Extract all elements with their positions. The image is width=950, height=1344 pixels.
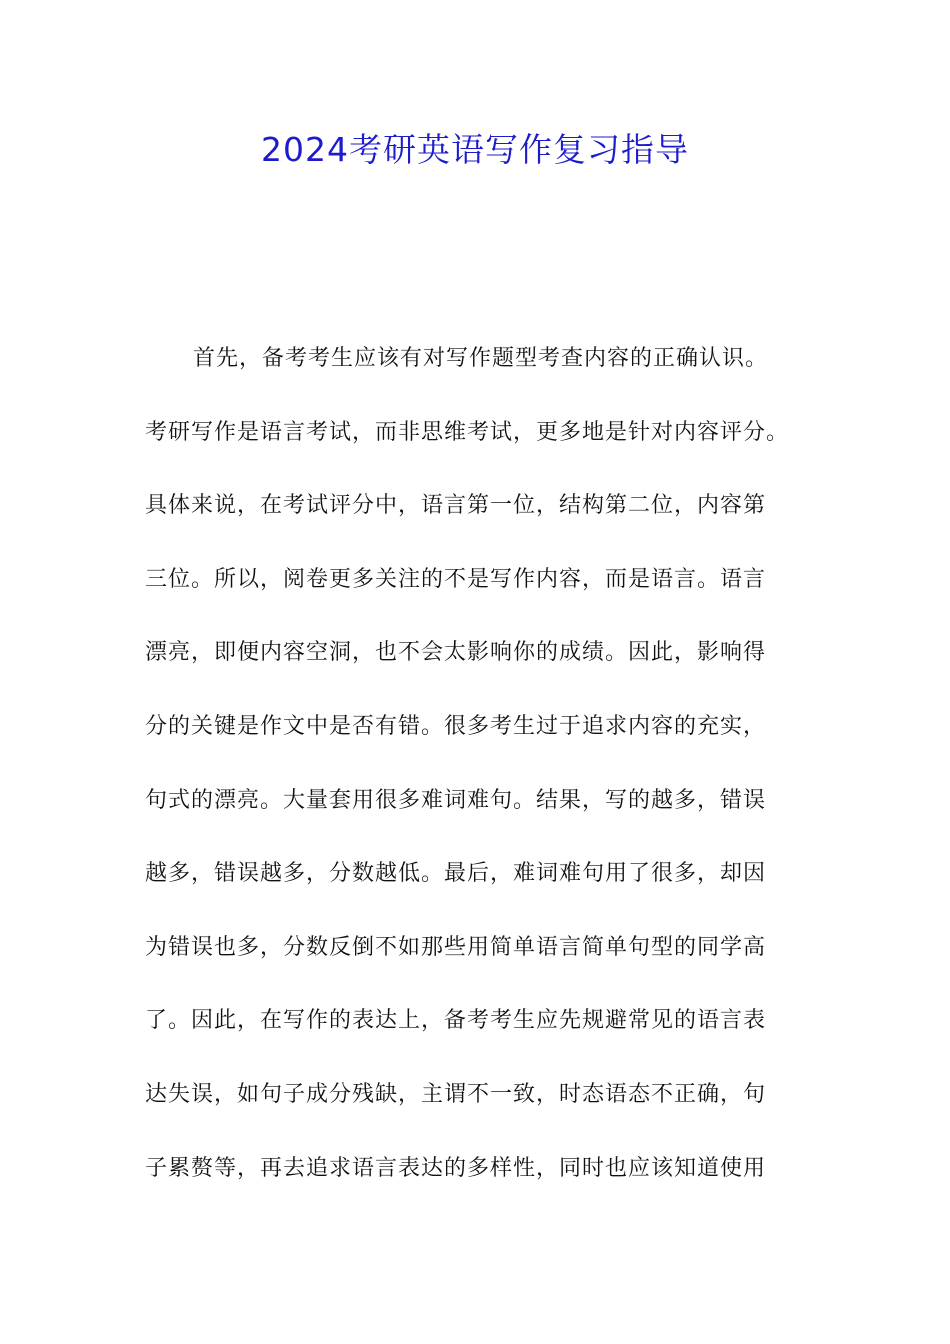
paragraph-line: 具体来说，在考试评分中，语言第一位，结构第二位，内容第 [145,493,767,519]
paragraph-line: 越多，错误越多，分数越低。最后，难词难句用了很多，却因 [145,861,767,887]
paragraph-line: 漂亮，即便内容空洞，也不会太影响你的成绩。因此，影响得 [145,640,767,666]
paragraph-line: 了。因此，在写作的表达上，备考考生应先规避常见的语言表 [145,1008,767,1034]
paragraph-line: 首先，备考考生应该有对写作题型考查内容的正确认识。 [193,346,769,371]
paragraph-line: 达失误，如句子成分残缺，主谓不一致，时态语态不正确，句 [145,1081,767,1107]
document-body [145,336,825,1219]
paragraph-line: 三位。所以，阅卷更多关注的不是写作内容，而是语言。语言 [145,566,767,592]
paragraph-line: 分的关键是作文中是否有错。很多考生过于追求内容的充实， [145,713,767,739]
paragraph-line: 句式的漂亮。大量套用很多难词难句。结果，写的越多，错误 [145,787,767,813]
paragraph-line: 考研写作是语言考试，而非思维考试，更多地是针对内容评分。 [145,419,790,445]
paragraph-line: 子累赘等，再去追求语言表达的多样性，同时也应该知道使用 [145,1155,767,1181]
paragraph-line: 为错误也多，分数反倒不如那些用简单语言简单句型的同学高 [145,934,767,960]
document-title: 2024考研英语写作复习指导 [261,130,689,169]
